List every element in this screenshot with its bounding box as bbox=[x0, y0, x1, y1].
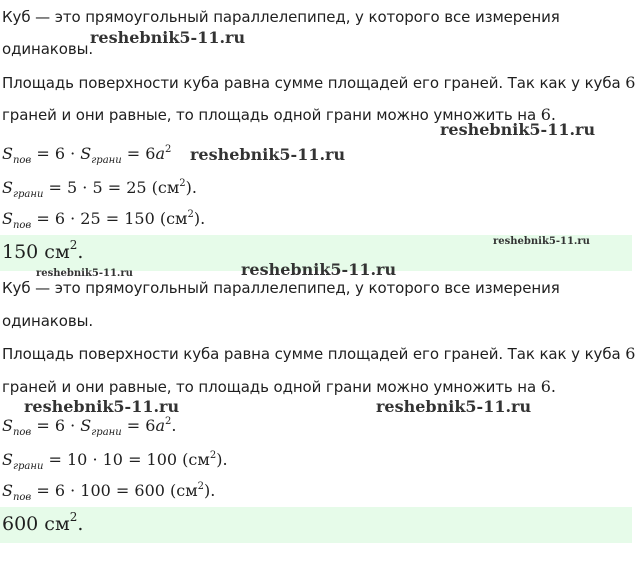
s2-answer-exp: 2 bbox=[69, 510, 78, 524]
watermark: reshebnik5-11.ru bbox=[440, 120, 596, 139]
s2-formula-result bbox=[2, 481, 216, 503]
s2-f1-var: a bbox=[155, 416, 165, 435]
s2-f2-tail: ). bbox=[216, 450, 228, 469]
s2-answer-value: 600 см bbox=[2, 513, 70, 535]
s2-answer-bar bbox=[0, 507, 632, 543]
watermark: reshebnik5-11.ru bbox=[241, 260, 397, 279]
s1-area-line1-text: Площадь поверхности куба равна сумме площадей его граней. Так как у куба bbox=[2, 74, 621, 92]
s2-f3-lhs: S bbox=[2, 481, 13, 500]
s1-formula-total bbox=[2, 144, 172, 166]
s2-formula-face bbox=[2, 450, 228, 472]
s2-num-six: 6 bbox=[625, 344, 635, 363]
s2-formula-total bbox=[2, 416, 177, 438]
s2-num-six-2: 6 bbox=[540, 377, 551, 396]
s2-answer-tail: . bbox=[77, 513, 84, 535]
watermark: reshebnik5-11.ru bbox=[190, 145, 346, 164]
s1-answer-value: 150 см bbox=[2, 241, 70, 263]
s1-f2-exp: 2 bbox=[179, 178, 186, 189]
s1-f3-lhs: S bbox=[2, 209, 13, 228]
s1-f1-lhs: S bbox=[2, 144, 13, 163]
s2-f1-mid-sub: грани bbox=[91, 427, 122, 438]
s1-f1-op: = 6 · bbox=[31, 144, 81, 163]
s1-num-six-2: 6 bbox=[540, 105, 551, 124]
watermark: reshebnik5-11.ru bbox=[90, 28, 246, 47]
s1-f3-exp: 2 bbox=[187, 209, 194, 220]
s1-f1-exp: 2 bbox=[165, 144, 172, 155]
s1-formula-face bbox=[2, 178, 197, 200]
s1-area-line1 bbox=[2, 73, 635, 92]
s2-answer bbox=[2, 510, 84, 535]
s2-f3-expr: = 6 · 100 = 600 (см bbox=[31, 481, 198, 500]
s1-f1-lhs-sub: пов bbox=[12, 155, 32, 166]
s1-f3-expr: = 6 · 25 = 150 (см bbox=[31, 209, 188, 228]
s2-f2-lhs: S bbox=[2, 450, 13, 469]
watermark: reshebnik5-11.ru bbox=[493, 236, 590, 247]
s2-f1-lhs: S bbox=[2, 416, 13, 435]
s1-area-line2-text: граней и они равные, то площадь одной грани можно умножить на bbox=[2, 106, 537, 124]
s1-answer-tail: . bbox=[77, 241, 84, 263]
s2-area-line1 bbox=[2, 344, 635, 363]
s1-f1-var: a bbox=[155, 144, 165, 163]
s2-f1-lhs-sub: пов bbox=[12, 427, 32, 438]
s1-f2-tail: ). bbox=[185, 178, 197, 197]
s2-area-line2 bbox=[2, 377, 556, 396]
s2-definition-line1: Куб — это прямоугольный параллелепипед, у которого все измерения bbox=[2, 279, 560, 297]
s2-f1-eq: = 6 bbox=[121, 416, 156, 435]
s2-f1-exp: 2 bbox=[165, 416, 172, 427]
s1-f2-expr: = 5 · 5 = 25 (см bbox=[43, 178, 180, 197]
s2-f3-tail: ). bbox=[204, 481, 216, 500]
s2-f2-exp: 2 bbox=[209, 450, 217, 461]
s2-definition-line2: одинаковы. bbox=[2, 312, 93, 330]
s2-area-line2-text: граней и они равные, то площадь одной грани можно умножить на bbox=[2, 378, 537, 396]
s1-f3-tail: ). bbox=[193, 209, 206, 228]
s2-f3-lhs-sub: пов bbox=[12, 492, 32, 503]
s1-f2-lhs-sub: грани bbox=[12, 189, 44, 200]
s1-f1-mid-sub: грани bbox=[91, 155, 122, 166]
watermark: reshebnik5-11.ru bbox=[24, 397, 180, 416]
s2-f1-op: = 6 · bbox=[31, 416, 81, 435]
s2-f1-tail: . bbox=[171, 416, 177, 435]
s1-definition-line2: одинаковы. bbox=[2, 40, 93, 58]
s1-f3-lhs-sub: пов bbox=[12, 220, 32, 231]
s2-f2-lhs-sub: грани bbox=[12, 461, 44, 472]
s1-answer bbox=[2, 238, 84, 263]
s1-f2-lhs: S bbox=[2, 178, 13, 197]
watermark: reshebnik5-11.ru bbox=[376, 397, 532, 416]
s1-f1-eq: = 6 bbox=[121, 144, 156, 163]
watermark: reshebnik5-11.ru bbox=[36, 268, 133, 279]
s2-dot: . bbox=[550, 377, 556, 396]
s2-f1-mid: S bbox=[80, 416, 92, 435]
s1-formula-result bbox=[2, 209, 206, 231]
s1-f1-mid: S bbox=[80, 144, 92, 163]
s2-f2-expr: = 10 · 10 = 100 (см bbox=[43, 450, 210, 469]
s1-num-six: 6 bbox=[625, 73, 635, 92]
s1-dot: . bbox=[550, 105, 556, 124]
s1-definition-line1: Куб — это прямоугольный параллелепипед, у которого все измерения bbox=[2, 8, 560, 26]
s2-f3-exp: 2 bbox=[197, 481, 205, 492]
s2-area-line1-text: Площадь поверхности куба равна сумме площадей его граней. Так как у куба bbox=[2, 345, 621, 363]
s1-answer-exp: 2 bbox=[69, 238, 78, 252]
